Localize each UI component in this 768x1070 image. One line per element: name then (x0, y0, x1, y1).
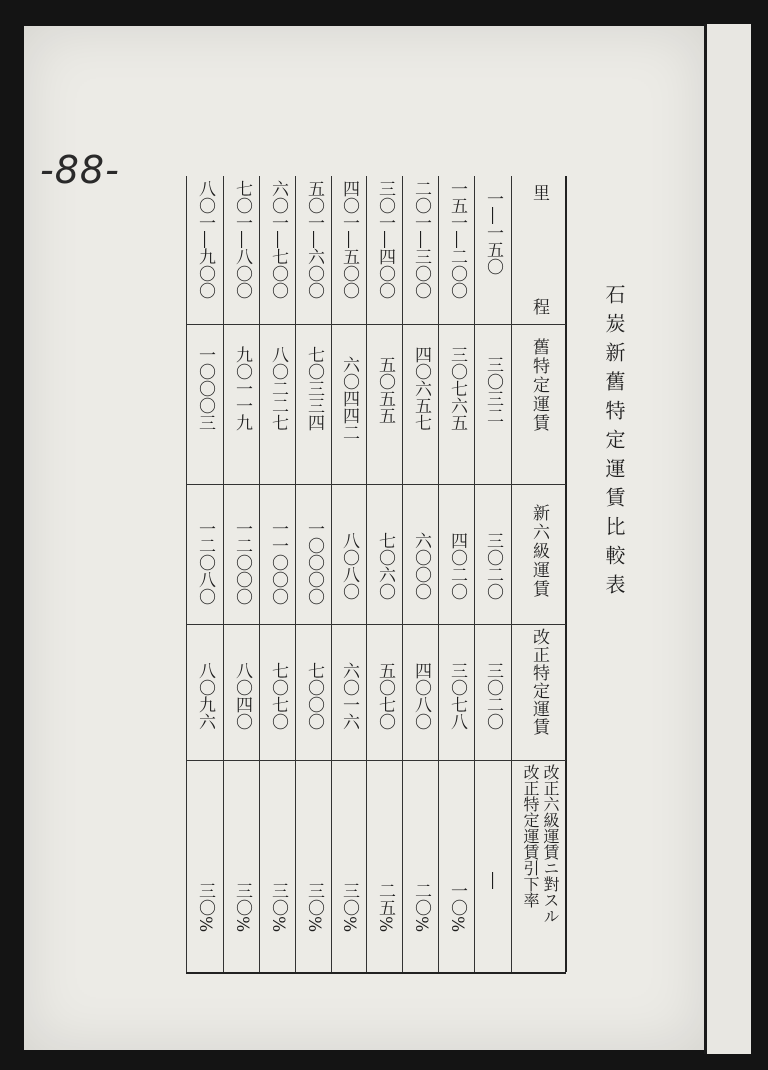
row-7-distance: 六〇一―七〇〇 (268, 180, 288, 299)
row-8-reduction: 三〇% (232, 882, 252, 933)
row-1-reduction: ― (483, 872, 503, 889)
row-9-revised: 八〇九六 (195, 662, 215, 730)
header-distance-top: 里 (529, 184, 549, 205)
row-8-new: 一二〇〇〇 (232, 520, 252, 605)
page-number: -88- (40, 148, 120, 192)
row-3-reduction: 二〇% (411, 882, 431, 933)
row-9-old: 一〇〇〇三 (195, 346, 215, 431)
row-8-revised: 八〇四〇 (232, 662, 252, 730)
row-2-distance: 一五一―二〇〇 (447, 180, 467, 299)
section-divider-3 (186, 624, 566, 625)
row-1-distance: 一―一五〇 (483, 190, 503, 275)
row-4-reduction: 二五% (375, 882, 395, 933)
row-4-revised: 五〇七〇 (375, 662, 395, 730)
row-5-distance: 四〇一―五〇〇 (339, 180, 359, 299)
row-5-revised: 六〇一六 (339, 662, 359, 730)
header-reduction-line1: 改正六級運賃ニ對スル (541, 764, 560, 924)
table-title: 石炭新舊特定運賃比較表 (602, 284, 626, 603)
header-old-rate: 舊特定運賃 (529, 338, 549, 433)
row-9-distance: 八〇一―九〇〇 (195, 180, 215, 299)
row-7-old: 八〇二二七 (268, 346, 288, 431)
row-6-revised: 七〇〇〇 (304, 662, 324, 730)
row-5-old: 六〇四四二 (339, 356, 359, 441)
row-9-reduction: 三〇% (195, 882, 215, 933)
row-4-new: 七〇六〇 (375, 532, 395, 600)
row-7-revised: 七〇七〇 (268, 662, 288, 730)
row-5-reduction: 三〇% (339, 882, 359, 933)
section-divider-1 (186, 324, 566, 325)
row-2-new: 四〇二〇 (447, 532, 467, 600)
row-9-new: 一二〇八〇 (195, 520, 215, 605)
row-8-old: 九〇一一九 (232, 346, 252, 431)
row-3-new: 六〇〇〇 (411, 532, 431, 600)
row-2-revised: 三〇七八 (447, 662, 467, 730)
row-6-reduction: 三〇% (304, 882, 324, 933)
row-3-revised: 四〇八〇 (411, 662, 431, 730)
row-1-old: 三〇三二 (483, 356, 503, 424)
row-1-revised: 三〇二〇 (483, 662, 503, 730)
row-7-reduction: 三〇% (268, 882, 288, 933)
row-6-old: 七〇三三四 (304, 346, 324, 431)
row-7-new: 一一〇〇〇 (268, 520, 288, 605)
facing-page-edge (704, 24, 751, 1054)
header-distance-bottom: 程 (529, 298, 549, 319)
header-new-rate: 新六級運賃 (529, 504, 549, 599)
row-2-old: 三〇七六五 (447, 346, 467, 431)
rate-comparison-table (186, 176, 566, 974)
row-2-reduction: 一〇% (447, 882, 467, 933)
section-divider-2 (186, 484, 566, 485)
row-4-old: 五〇五五 (375, 356, 395, 424)
row-6-new: 一〇〇〇〇 (304, 520, 324, 605)
row-3-old: 四〇六五七 (411, 346, 431, 431)
row-1-new: 三〇二〇 (483, 532, 503, 600)
header-revised-rate: 改正特定運賃 (529, 628, 549, 736)
row-4-distance: 三〇一―四〇〇 (375, 180, 395, 299)
header-reduction-line2: 改正特定運賃引下率 (521, 764, 540, 908)
row-8-distance: 七〇一―八〇〇 (232, 180, 252, 299)
row-6-distance: 五〇一―六〇〇 (304, 180, 324, 299)
section-divider-4 (186, 760, 566, 761)
row-5-new: 八〇八〇 (339, 532, 359, 600)
row-3-distance: 二〇一―三〇〇 (411, 180, 431, 299)
